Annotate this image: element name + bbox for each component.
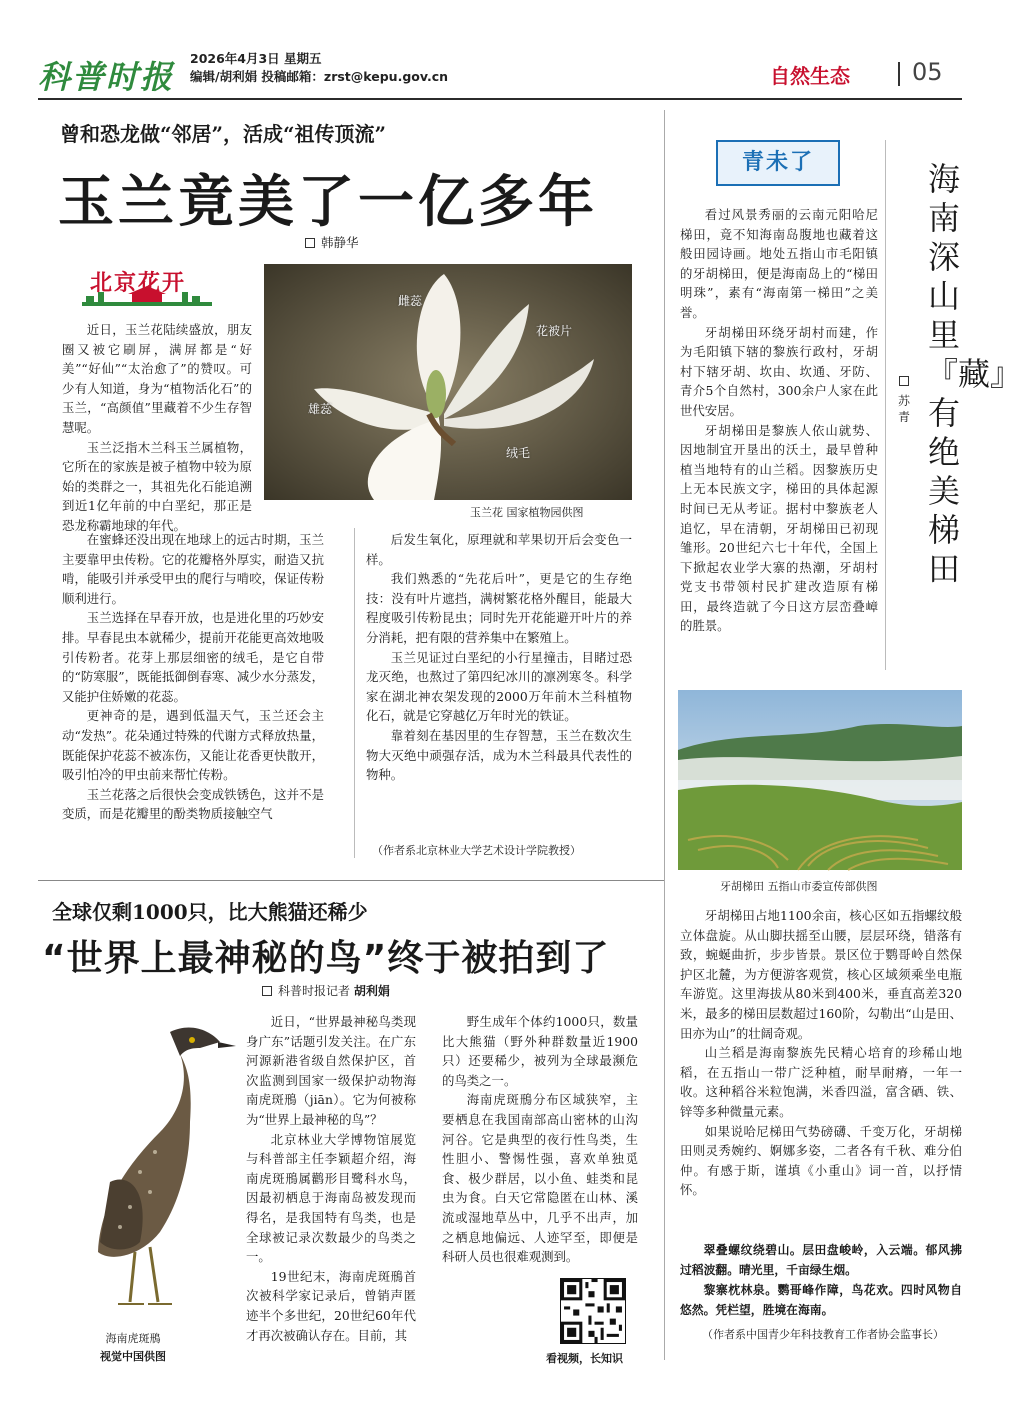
column-logo-text: 青未了 [741,150,814,175]
article1-title: 玉兰竟美了一亿多年 [58,170,598,235]
paragraph: 野生成年个体约1000只，数量比大熊猫（野外种群数量近1900只）还要稀少，被列为全球最濒危的鸟类之一。 [442,1014,638,1088]
byline-name: 胡利娟 [353,984,390,998]
heron-photo [40,1002,236,1322]
right-article-top [680,205,878,685]
poem-stanza: 黎寨枕林泉。鹦哥峰作障，鸟花欢。四时风物自悠然。凭栏望，胜境在海南。 [680,1283,962,1317]
paragraph: 在蜜蜂还没出现在地球上的远古时期，玉兰主要靠甲虫传粉。它的花瓣格外厚实，耐造又抗啃，能吸引并承受甲虫的爬行与啃咬，保证传粉顺利进行。 [62,532,324,606]
paragraph: 玉兰花落之后很快会变成铁锈色，这并不是变质，而是花瓣里的酚类物质接触空气 [62,786,324,822]
column-logo [716,140,840,186]
magnolia-photo-caption: 玉兰花 国家植物园供图 [470,506,584,519]
magnolia-flower-image [264,264,632,500]
heron-photo-caption [100,1330,166,1366]
article1-kicker: 曾和恐龙做“邻居”，活成“祖传顶流” [60,122,387,146]
byline-box-icon [305,238,315,248]
editor-line: 编辑/胡利娟 投稿邮箱：zrst@kepu.gov.cn [190,69,449,84]
date-line: 2026年4月3日 星期五 [190,51,322,66]
paragraph: 后发生氧化，原理就和苹果切开后会变色一样。 [366,532,632,567]
right-article-byline [896,376,912,425]
section-rule [38,880,664,881]
header-rule [38,98,962,100]
paragraph: 海南虎斑鳽分布区域狭窄，主要栖息在我国南部高山密林的山沟河谷。它是典型的夜行性鸟类，生性胆小、警惕性强，喜欢单独觅食、极少群居，以小鱼、蛙类和昆虫为食。白天它常隐匿在山林、溪流或湿地草丛中，几乎不出声，加之栖息地偏远、人迹罕至，即便是科研人员也很难观测到。 [442,1092,638,1265]
paragraph: 近日，“世界最神秘鸟类现身广东”话题引发关注。在广东河源新港省级自然保护区，首次监测到国家一级保护动物海南虎斑鳽（jiān）。它为何被称为“世界上最神秘的鸟”？ [246,1014,416,1127]
article1-byline [305,233,359,251]
byline-prefix: 科普时报记者 [278,984,351,998]
label-tepal: 花被片 [536,324,573,338]
poem [680,1240,962,1324]
article2-byline [262,982,390,999]
paragraph: 玉兰选择在早春开放，也是进化里的巧妙安排。早春昆虫本就稀少，提前开花能更高效地吸引传粉者。花芽上那层细密的绒毛，是它自带的“防寒服”，既能抵御倒春寒、减少水分蒸发，又能护住娇嫩的花蕊。 [62,610,324,704]
article1-col1-bottom [62,530,324,860]
caption-credit: 视觉中国供图 [100,1350,166,1363]
magnolia-photo [264,264,632,500]
right-article-title: 海南深山里『藏』有绝美梯田 [926,160,1022,588]
column-divider [354,528,355,858]
article1-col2 [366,530,632,840]
article2-col2-top [442,1012,638,1272]
paragraph: 北京林业大学博物馆展览与科普部主任李颖超介绍，海南虎斑鳽属鹳形目鹭科水鸟，因最初栖息于海南岛被发现而得名，是我国特有鸟类，也是全球被记录次数最少的鸟类之一。 [246,1131,416,1265]
byline-box-icon [262,986,272,996]
paragraph: 牙胡梯田占地1100余亩，核心区如五指螺纹般立体盘旋。从山脚扶摇至山腰，层层环绕，错落有致，蜿蜒曲折，步步皆景。景区位于鹦哥岭自然保护区北麓，为方便游客观赏，核心区域须乘坐电瓶车游览。这里海拔从80米到400米，垂直高差320米，最多的梯田层数超过160阶，勾勒出“山是田、田亦为山”的壮阔奇观。 [680,908,962,1041]
page-column-divider [664,110,665,1360]
terrace-photo [678,690,962,870]
paragraph: 更神奇的是，遇到低温天气，玉兰还会主动“发热”。花朵通过特殊的代谢方式释放热量，既能保护花蕊不被冻伤，又能让花香更快散开，吸引怕冷的甲虫前来帮忙传粉。 [62,708,324,783]
paragraph: 玉兰见证过白垩纪的小行星撞击，目睹过恐龙灭绝，也熬过了第四纪冰川的凛冽寒冬。科学家在湖北神农架发现的2000万年前木兰科植物化石，就是它穿越亿万年时光的铁证。 [366,649,632,724]
paragraph: 山兰稻是海南黎族先民精心培育的珍稀山地稻，在五指山一带广泛种植，耐旱耐瘠，一年一收。这种稻谷米粒饱满，米香四溢，富含硒、铁、锌等多种微量元素。 [680,1045,962,1119]
label-hair: 绒毛 [506,446,531,460]
title-divider [885,140,886,670]
section-divider [898,62,900,86]
qr-caption: 看视频，长知识 [546,1352,623,1365]
paragraph: 近日，玉兰花陆续盛放，朋友圈又被它刷屏，满屏都是“好美”“好仙”“太治愈了”的赞叹。可少有人知道，身为“植物活化石”的玉兰，“高颜值”里藏着不少生存智慧呢。 [62,322,252,435]
byline-box-icon [899,376,909,386]
paragraph: 玉兰泛指木兰科玉兰属植物，它所在的家族是被子植物中较为原始的类群之一，其祖先化石能追溯到近1亿年前的中白垩纪，那正是恐龙称霸地球的年代。 [62,439,252,533]
article2-kicker: 全球仅剩1000只，比大熊猫还稀少 [52,900,368,924]
right-author-note: （作者系中国青少年科技教育工作者协会监事长） [702,1328,944,1341]
poem-stanza: 翠叠螺纹绕碧山。层田盘峻岭，入云端。郁风拂过稻波翻。晴光里，千亩绿生烟。 [680,1243,962,1277]
terrace-landscape-image [678,690,962,870]
paragraph: 看过风景秀丽的云南元阳哈尼梯田，竟不知海南岛腹地也藏着这般田园诗画。地处五指山市毛阳镇的牙胡梯田，便是海南岛上的“梯田明珠”，素有“海南第一梯田”之美誉。 [680,207,878,320]
paragraph: 牙胡梯田环绕牙胡村而建，作为毛阳镇下辖的黎族行政村，牙胡村下辖牙胡、坎由、坎通、牙防、青介5个自然村，300余户人家在此世代安居。 [680,324,878,418]
section-name: 自然生态 [770,64,850,88]
terrace-photo-caption: 牙胡梯田 五指山市委宣传部供图 [720,880,878,893]
right-article-bottom [680,906,962,1238]
page-number: 05 [912,58,943,86]
badge-beijing-flowers: 北京花开 [90,271,187,296]
label-pistil: 雌蕊 [398,294,423,308]
qr-code-icon[interactable] [560,1278,626,1344]
paragraph: 我们熟悉的“先花后叶”，更是它的生存绝技：没有叶片遮挡，满树繁花格外醒目，能最大程度吸引传粉昆虫；同时先开花能避开叶片的养分消耗，把有限的营养集中在繁殖上。 [366,571,632,645]
article1-col1-top [62,320,252,533]
paragraph: 牙胡梯田是黎族人依山就势、因地制宜开垦出的沃土，最早曾种植当地特有的山兰稻。因黎族历史上无本民族文字，梯田的具体起源时间已无从考证。据村中黎族老人追忆，早在清朝，牙胡梯田已初现雏形。20世纪六七十年代，全国上下掀起农业学大寨的热潮，牙胡村党支书带领村民扩建改造原有梯田，最终造就了今日这方层峦叠嶂的胜景。 [680,422,878,634]
byline-name: 苏青 [897,394,910,424]
article1-author-note: （作者系北京林业大学艺术设计学院教授） [372,844,581,857]
byline-name: 韩静华 [321,235,359,250]
article2-col1 [246,1012,416,1364]
paragraph: 19世纪末，海南虎斑鳽首次被科学家记录后，曾销声匿迹半个多世纪，20世纪60年代才再次被确认存在。目前，其 [246,1268,416,1343]
paragraph: 靠着刻在基因里的生存智慧，玉兰在数次生物大灭绝中顽强存活，成为木兰科最具代表性的物种。 [366,727,632,783]
caption-line: 海南虎斑鳽 [105,1332,161,1345]
masthead-logo: 科普时报 [38,58,175,96]
label-stamen: 雄蕊 [308,402,333,416]
paragraph: 如果说哈尼梯田气势磅礴、千变万化，牙胡梯田则灵秀婉约、婀娜多姿，二者各有千秋、难分伯仲。有感于斯，谨填《小重山》词一首，以抒情怀。 [680,1123,962,1198]
article2-title: “世界上最神秘的鸟”终于被拍到了 [42,938,610,979]
issue-info [190,50,448,86]
